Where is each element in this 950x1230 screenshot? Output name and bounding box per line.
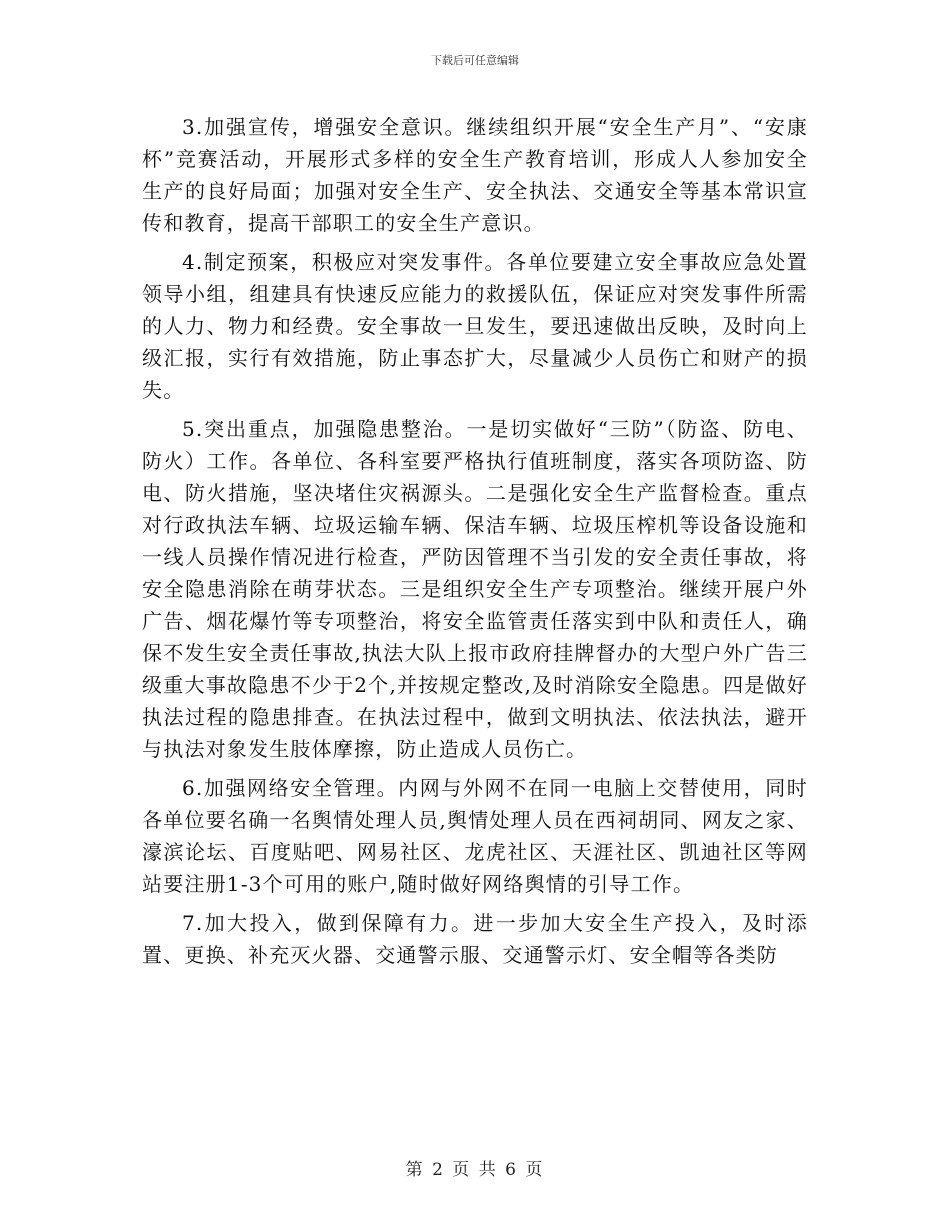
paragraph-4: 4.制定预案，积极应对突发事件。各单位要建立安全事故应急处置领导小组，组建具有快速反应能力的救援队伍，保证应对突发事件所需的人力、物力和经费。安全事故一旦发生，要迅速做出反映，及时向上级汇报，实行有效措施，防止事态扩大，尽量减少人员伤亡和财产的损失。 (142, 250, 808, 402)
paragraph-7: 7.加大投入，做到保障有力。进一步加大安全生产投入，及时添置、更换、补充灭火器、交通警示服、交通警示灯、安全帽等各类防 (142, 911, 808, 967)
document-body (142, 111, 808, 978)
footer-total-unit: 页 (525, 1160, 545, 1180)
footer-page-unit: 页 (452, 1160, 472, 1180)
page-footer (0, 1155, 950, 1180)
footer-total-pages: 6 (505, 1160, 518, 1180)
footer-current-page: 2 (432, 1160, 445, 1180)
paragraph-3: 3.加强宣传，增强安全意识。继续组织开展“安全生产月”、“安康杯”竞赛活动，开展形式多样的安全生产教育培训，形成人人参加安全生产的良好局面；加强对安全生产、安全执法、交通安全等基本常识宣传和教育，提高干部职工的安全生产意识。 (142, 115, 808, 235)
paragraph-6: 6.加强网络安全管理。内网与外网不在同一电脑上交替使用，同时各单位要名确一名舆情处理人员,舆情处理人员在西祠胡同、网友之家、濠滨论坛、百度贴吧、网易社区、龙虎社区、天涯社区、凯迪社区等网站要注册1-3个可用的账户,随时做好网络舆情的引导工作。 (142, 776, 808, 896)
paragraph-5: 5.突出重点，加强隐患整治。一是切实做好“三防”（防盗、防电、防火）工作。各单位、各科室要严格执行值班制度，落实各项防盗、防电、防火措施，坚决堵住灾祸源头。二是强化安全生产监督检查。重点对行政执法车辆、垃圾运输车辆、保洁车辆、垃圾压榨机等设备设施和一线人员操作情况进行检查，严防因管理不当引发的安全责任事故，将安全隐患消除在萌芽状态。三是组织安全生产专项整治。继续开展户外广告、烟花爆竹等专项整治，将安全监管责任落实到中队和责任人，确保不发生安全责任事故,执法大队上报市政府挂牌督办的大型户外广告三级重大事故隐患不少于2个,并按规定整改,及时消除安全隐患。四是做好执法过程的隐患排查。在执法过程中，做到文明执法、依法执法，避开与执法对象发生肢体摩擦，防止造成人员伤亡。 (142, 417, 808, 761)
footer-total-prefix: 共 (478, 1160, 498, 1180)
page-header-note: 下载后可任意编辑 (431, 54, 519, 67)
footer-prefix: 第 (405, 1160, 425, 1180)
